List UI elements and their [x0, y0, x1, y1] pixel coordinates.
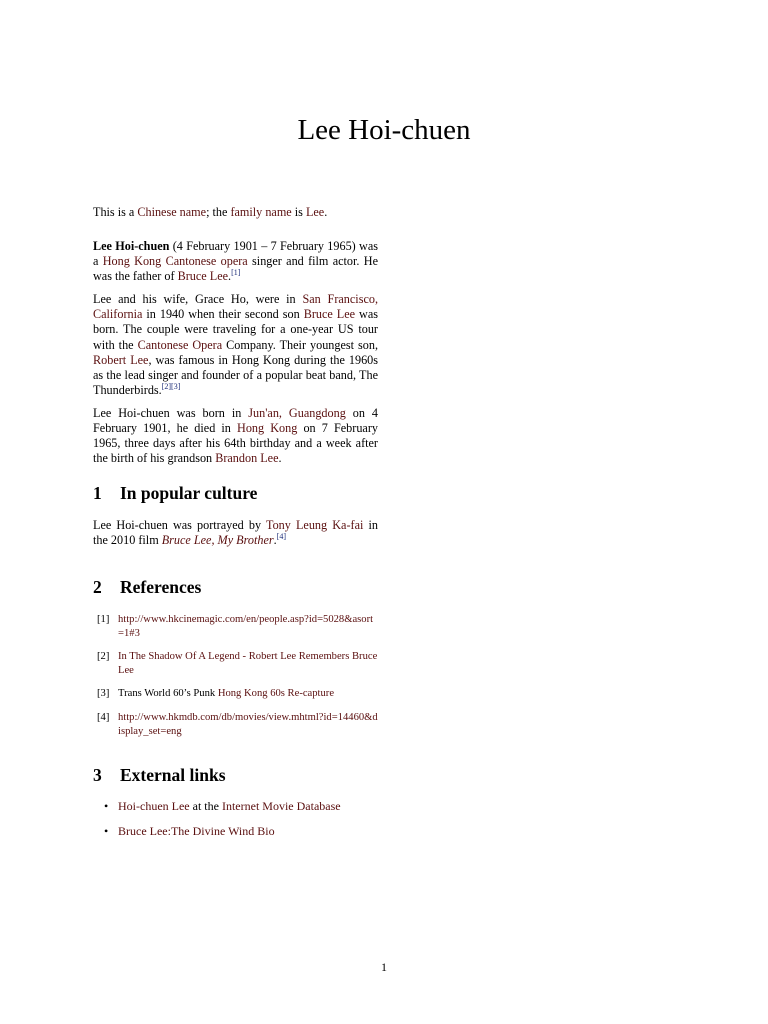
section-external-links [93, 764, 378, 849]
hatnote-text-4: . [324, 205, 328, 219]
pc-text-1: Lee Hoi-chuen was portrayed by [93, 518, 266, 532]
brandon-lee-link[interactable]: Brandon Lee [215, 451, 279, 466]
family-name-link[interactable]: family name [230, 205, 292, 219]
junan-guangdong-link[interactable]: Jun'an, Guangdong [248, 405, 346, 420]
reference-item [93, 711, 378, 738]
intro-p2-text-1: Lee and his wife, Grace Ho, were in [93, 292, 303, 307]
bruce-lee-link[interactable]: Bruce Lee [177, 269, 229, 284]
pc-text-3: . [273, 533, 277, 548]
intro-paragraph-1 [93, 239, 378, 284]
intro-p3-text-3: on 7 February 1965, three days after his 64th birthday and a week after the birth of his grandson [93, 421, 378, 466]
intro-p2-text-5: , was famous in Hong Kong during the 1960s as the lead singer and founder of a popular beat band, The Thunderbirds. [93, 352, 378, 397]
section-number: 3 [93, 765, 102, 785]
section-popular-culture [93, 482, 378, 556]
external-link-text: at the [189, 799, 222, 813]
san-francisco-link[interactable]: San Francisco, California [93, 292, 378, 322]
intro-p1-text-3: singer and film actor. He was the father of [93, 254, 378, 284]
popular-culture-paragraph [93, 518, 378, 548]
citation-4[interactable]: [4] [276, 532, 287, 542]
hatnote-text [93, 205, 378, 220]
article-subject-bold: Lee Hoi-chuen [93, 239, 170, 253]
intro-p2-text-4: Company. Their youngest son, [222, 337, 379, 352]
section-title: In popular culture [120, 483, 258, 503]
page-title: Lee Hoi-chuen [297, 114, 471, 146]
chinese-name-link[interactable]: Chinese name [137, 205, 207, 219]
citation-3[interactable]: [3] [171, 381, 181, 391]
section-number: 2 [93, 577, 102, 597]
hatnote [93, 205, 378, 228]
hoi-chuen-lee-link[interactable]: Hoi-chuen Lee [118, 799, 190, 813]
citation-2[interactable]: [2] [161, 381, 172, 391]
cantonese-opera-link[interactable]: Cantonese opera [165, 254, 248, 269]
list-item [93, 799, 378, 813]
reference-item [93, 687, 378, 701]
bruce-lee-my-brother-link[interactable]: Bruce Lee, My Brother [161, 533, 274, 548]
reference-3-text: Trans World 60’s Punk [118, 688, 218, 700]
section-heading-external-links [93, 764, 378, 786]
reference-1-link[interactable]: http://www.hkcinemagic.com/en/people.asp?id=5028&asort=1#3 [118, 614, 374, 639]
bullet-icon: • [104, 799, 109, 813]
cantonese-opera-company-link[interactable]: Cantonese Opera [137, 337, 223, 352]
list-item [93, 824, 378, 838]
reference-number: [3] [97, 688, 110, 700]
intro-p2-text-3: was born. The couple were traveling for a one-year US tour with the [93, 307, 378, 352]
intro-p1-text-4: . [228, 269, 232, 284]
reference-4-link[interactable]: http://www.hkmdb.com/db/movies/view.mhtml?id=14460&display_set=eng [118, 711, 378, 737]
external-links-list [93, 799, 378, 838]
robert-lee-link[interactable]: Robert Lee [93, 352, 149, 367]
reference-2-link[interactable]: In The Shadow Of A Legend - Robert Lee Remembers Bruce Lee [118, 651, 378, 676]
hong-kong-link[interactable]: Hong Kong [102, 254, 162, 269]
reference-item [93, 650, 378, 677]
section-heading-references [93, 576, 378, 598]
intro-p3-text-1: Lee Hoi-chuen was born in [93, 405, 249, 420]
tony-leung-link[interactable]: Tony Leung Ka-fai [265, 518, 364, 532]
divine-wind-bio-link[interactable]: Bruce Lee:The Divine Wind Bio [118, 824, 275, 838]
section-references [93, 576, 378, 748]
intro-p2-text-2: in 1940 when their second son [142, 307, 304, 322]
reference-number: [4] [97, 711, 110, 723]
intro-p3-text-4: . [278, 451, 282, 466]
hatnote-text-2: ; the [206, 205, 231, 219]
intro [93, 239, 378, 474]
reference-3-link[interactable]: Hong Kong 60s Re-capture [217, 688, 335, 700]
page-number: 1 [381, 960, 387, 974]
intro-p3-text-2: on 4 February 1901, he died in [93, 405, 378, 436]
bruce-lee-link-2[interactable]: Bruce Lee [303, 307, 356, 322]
references-list [93, 613, 378, 738]
intro-p1-text-1: (4 February 1901 – 7 February 1965) was a [93, 239, 379, 269]
section-title: References [120, 577, 202, 597]
bullet-icon: • [104, 824, 109, 838]
intro-paragraph-3 [93, 406, 378, 466]
hong-kong-link-2[interactable]: Hong Kong [237, 421, 298, 436]
hatnote-text-3: is [291, 205, 306, 219]
section-title: External links [120, 765, 226, 785]
section-number: 1 [93, 483, 102, 503]
section-heading-popular-culture [93, 482, 378, 504]
pc-text-2: in the 2010 film [93, 518, 379, 548]
reference-number: [1] [97, 614, 110, 625]
reference-number: [2] [97, 651, 110, 663]
citation-1[interactable]: [1] [231, 268, 241, 278]
reference-item [93, 613, 378, 640]
intro-paragraph-2 [93, 292, 378, 398]
lee-surname-link[interactable]: Lee [305, 205, 325, 219]
hatnote-text-1: This is a [93, 205, 138, 219]
imdb-link[interactable]: Internet Movie Database [221, 799, 341, 813]
